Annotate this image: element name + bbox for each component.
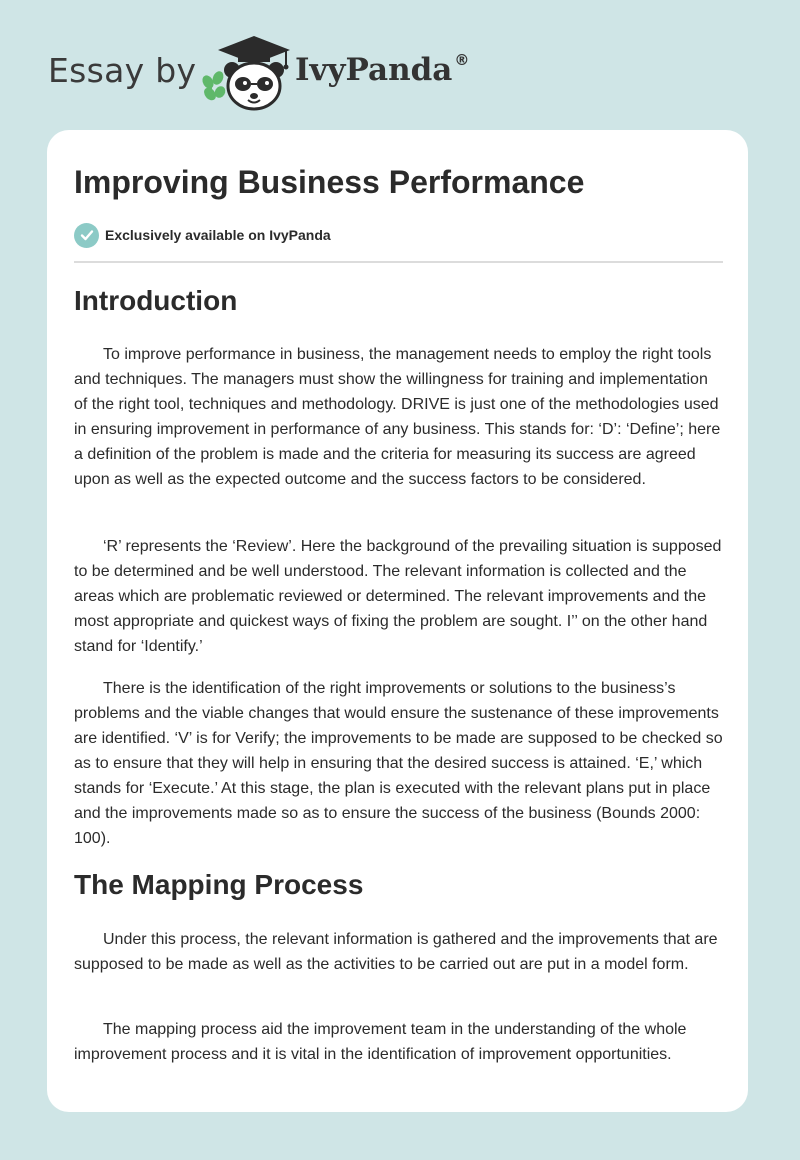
section-heading-introduction: Introduction: [74, 285, 238, 316]
brand-name[interactable]: IvyPanda ®: [295, 50, 470, 88]
paragraph: The mapping process aid the improvement team in the understanding of the whole improvement process and it is vital in the identification of improvement opportunities.: [74, 1021, 687, 1063]
article-card: [47, 130, 748, 1112]
paragraph: There is the identification of the right improvements or solutions to the business’s problems and the viable changes that would ensure the sustenance of these improvements are identified. ‘V’ is for Verify; the improvements to be made are supposed to be checked so as to ensure that they will help in ensuring that the desired success is attained. ‘E,’ which stands for ‘Execute.’ At this stage, the plan is executed with the relevant plans put in place and the improvements made so as to ensure the success of the business (Bounds 2000: 100).: [74, 680, 723, 847]
section-heading-mapping-process: The Mapping Process: [74, 869, 364, 900]
page-title: Improving Business Performance: [74, 164, 585, 200]
divider: [74, 261, 723, 263]
paragraph: To improve performance in business, the management needs to employ the right tools and techniques. The managers must show the willingness for training and implementation of the right tool, techniques and methodology. DRIVE is just one of the methodologies used in ensuring improvement in performance of any business. This stands for: ‘D’: ‘Define’; here a definition of the problem is made and the criteria for measuring its success are agreed upon as well as the expected outcome and the success factors to be considered.: [74, 346, 721, 488]
site-header: [48, 30, 508, 114]
check-circle-icon: [74, 223, 99, 248]
paragraph: Under this process, the relevant information is gathered and the improvements that are supposed to be made as well as the activities to be carried out are put in a model form.: [74, 931, 718, 973]
badge-label: Exclusively available on IvyPanda: [105, 227, 331, 243]
essay-by-text: Essay by: [48, 51, 197, 90]
registered-mark: ®: [454, 50, 470, 69]
paragraph: ‘R’ represents the ‘Review’. Here the background of the prevailing situation is supposed to be determined and be well understood. The relevant information is collected and the areas which are problematic reviewed or determined. The relevant improvements and the most appropriate and quickest ways of fixing the problem are sought. I’’ on the other hand stand for ‘Identify.’: [74, 538, 722, 655]
exclusive-badge: [74, 222, 331, 248]
panda-graduate-logo[interactable]: [198, 34, 294, 112]
